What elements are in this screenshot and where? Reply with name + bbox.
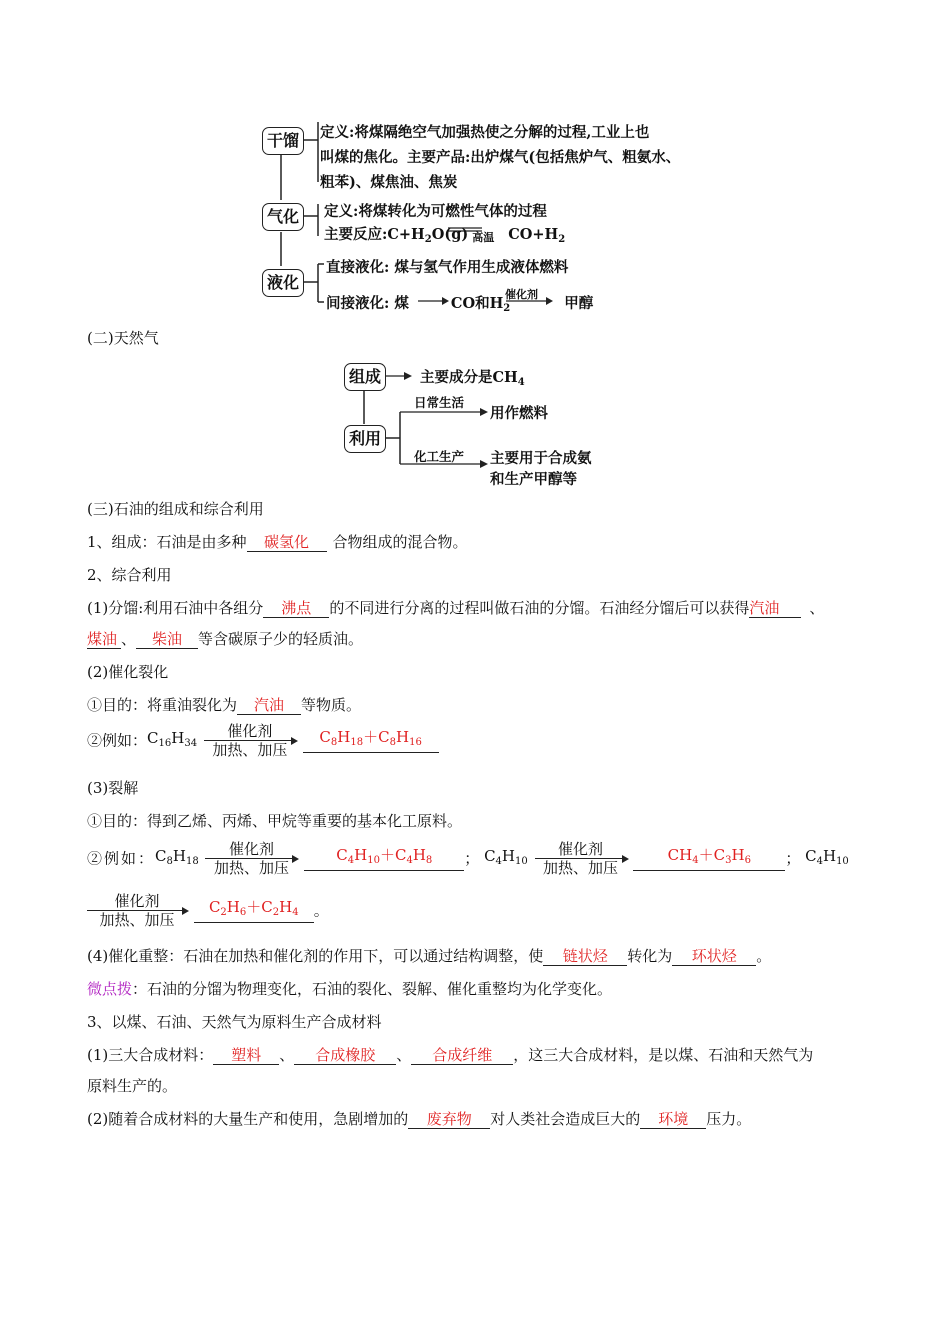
paragraph-synthetic-materials: (1)三大合成材料： 塑料 、 合成橡胶 、 合成纤维 ，这三大合成材料，是以煤、石油和天然气为 [87, 1046, 814, 1064]
reaction-arrow: 催化剂 加热、加压 [205, 840, 297, 877]
answer-blank: 链状烃 [543, 947, 627, 966]
answer-blank: $C_8H_{18}+C_8H_{16}$ [303, 728, 439, 753]
answer-blank: 塑料 [213, 1046, 279, 1065]
reaction-arrow: 催化剂 加热、加压 [87, 892, 187, 929]
chem-use-line1: 主要用于合成氨 [490, 450, 592, 467]
chem-label: 化工生产 [414, 449, 465, 464]
answer-blank: 沸点 [263, 599, 329, 618]
paragraph-synthetic-title: 3、以煤、石油、天然气为原料生产合成材料 [87, 1013, 382, 1031]
answer-blank: 碳氢化 [247, 533, 327, 552]
pyrolysis-example-3: 催化剂 加热、加压 $C_2H_6+C_2H_4$ 。 [87, 892, 329, 929]
answer-blank: $CH_4+C_3H_6$ [633, 846, 785, 871]
answer-blank: $C_2H_6+C_2H_4$ [194, 898, 314, 923]
paragraph-cracking-goal: ①目的：将重油裂化为 汽油 等物质。 [87, 696, 362, 714]
reaction-arrow: 催化剂 加热、加压 [535, 840, 627, 877]
zu-cheng-box: 组成 [344, 363, 386, 391]
paragraph-fractionation: (1)分馏:利用石油中各组分 沸点 的不同进行分离的过程叫做石油的分馏。石油经分馏后可以获得汽油 、 [87, 599, 825, 617]
paragraph-reforming: (4)催化重整：石油在加热和催化剂的作用下，可以通过结构调整，使 链状烃 转化为 环状烃 。 [87, 947, 772, 965]
paragraph-waste: (2)随着合成材料的大量生产和使用，急剧增加的 废弃物 对人类社会造成巨大的 环境 压力。 [87, 1110, 752, 1128]
section3-title: (三)石油的组成和综合利用 [87, 500, 264, 518]
daily-use: 用作燃料 [490, 405, 548, 422]
answer-blank: 汽油 [749, 599, 801, 618]
paragraph-composition: 1、组成：石油是由多种 碳氢化 合物组成的混合物。 [87, 533, 468, 551]
pyrolysis-examples: ②例如：$C_8H_{18}$ 催化剂 加热、加压 $C_4H_{10}+C_4H_8$ ； $C_4H_{10}$ 催化剂 加热、加压 $CH_4+C_3H_6$ ； $C_4H_{10}$ [87, 840, 849, 877]
ye-hua-indirect: 间接液化: 煤 CO和$H_2$ 甲醇 [326, 295, 594, 314]
qi-hua-reaction: 主要反应$:C+H_2O(g)$ 高温 $CO+H_2$ [324, 223, 565, 251]
zu-cheng-text: 主要成分是$CH_4$ [420, 369, 525, 388]
gan-liu-box: 干馏 [262, 127, 304, 155]
chem-use-line2: 和生产甲醇等 [490, 471, 577, 488]
answer-blank: 废弃物 [408, 1110, 490, 1129]
tip-label: 微点拨 [87, 980, 133, 998]
daily-label: 日常生活 [414, 395, 465, 410]
qi-hua-condition: 高温 [472, 231, 495, 244]
paragraph-pyrolysis-title: (3)裂解 [87, 779, 139, 797]
answer-blank: 合成橡胶 [294, 1046, 396, 1065]
paragraph-cracking-title: (2)催化裂化 [87, 663, 169, 681]
answer-blank: 柴油 [136, 630, 198, 649]
ye-hua-direct: 直接液化: 煤与氢气作用生成液体燃料 [326, 259, 569, 276]
gan-liu-line3: 粗苯)、煤焦油、焦炭 [320, 174, 458, 191]
answer-blank: 环状烃 [672, 947, 756, 966]
gan-liu-line2: 叫煤的焦化。主要产品:出炉煤气(包括焦炉气、粗氨水、 [320, 149, 681, 166]
paragraph-utilization: 2、综合利用 [87, 566, 172, 584]
cracking-example: ②例如：$C_{16}H_{34}$ 催化剂 加热、加压 $C_8H_{18}+C_8H_{16}$ [87, 722, 439, 759]
ye-hua-catalyst: 催化剂 [505, 288, 538, 301]
answer-blank: $C_4H_{10}+C_4H_8$ [304, 846, 464, 871]
chem-use [490, 448, 592, 490]
answer-blank: 环境 [640, 1110, 706, 1129]
gan-liu-line1: 定义:将煤隔绝空气加强热使之分解的过程,工业上也 [320, 124, 650, 141]
qi-hua-line1: 定义:将煤转化为可燃性气体的过程 [324, 203, 547, 220]
paragraph-fractionation-cont: 煤油 、 柴油 等含碳原子少的轻质油。 [87, 630, 364, 648]
li-yong-box: 利用 [344, 425, 386, 453]
ye-hua-box: 液化 [262, 269, 304, 297]
paragraph-synthetic-materials-cont: 原料生产的。 [87, 1077, 178, 1095]
paragraph-pyrolysis-goal: ①目的：得到乙烯、丙烯、甲烷等重要的基本化工原料。 [87, 812, 463, 830]
answer-blank: 煤油 [87, 630, 121, 649]
answer-blank: 汽油 [237, 696, 301, 715]
reaction-arrow: 催化剂 加热、加压 [204, 722, 296, 759]
answer-blank: 合成纤维 [411, 1046, 513, 1065]
tip [87, 978, 612, 1000]
qi-hua-definition [324, 200, 565, 251]
qi-hua-box: 气化 [262, 203, 304, 231]
gan-liu-definition [320, 120, 680, 195]
section2-title: (二)天然气 [87, 329, 159, 347]
tip-text: ：石油的分馏为物理变化，石油的裂化、裂解、催化重整均为化学变化。 [132, 980, 613, 998]
